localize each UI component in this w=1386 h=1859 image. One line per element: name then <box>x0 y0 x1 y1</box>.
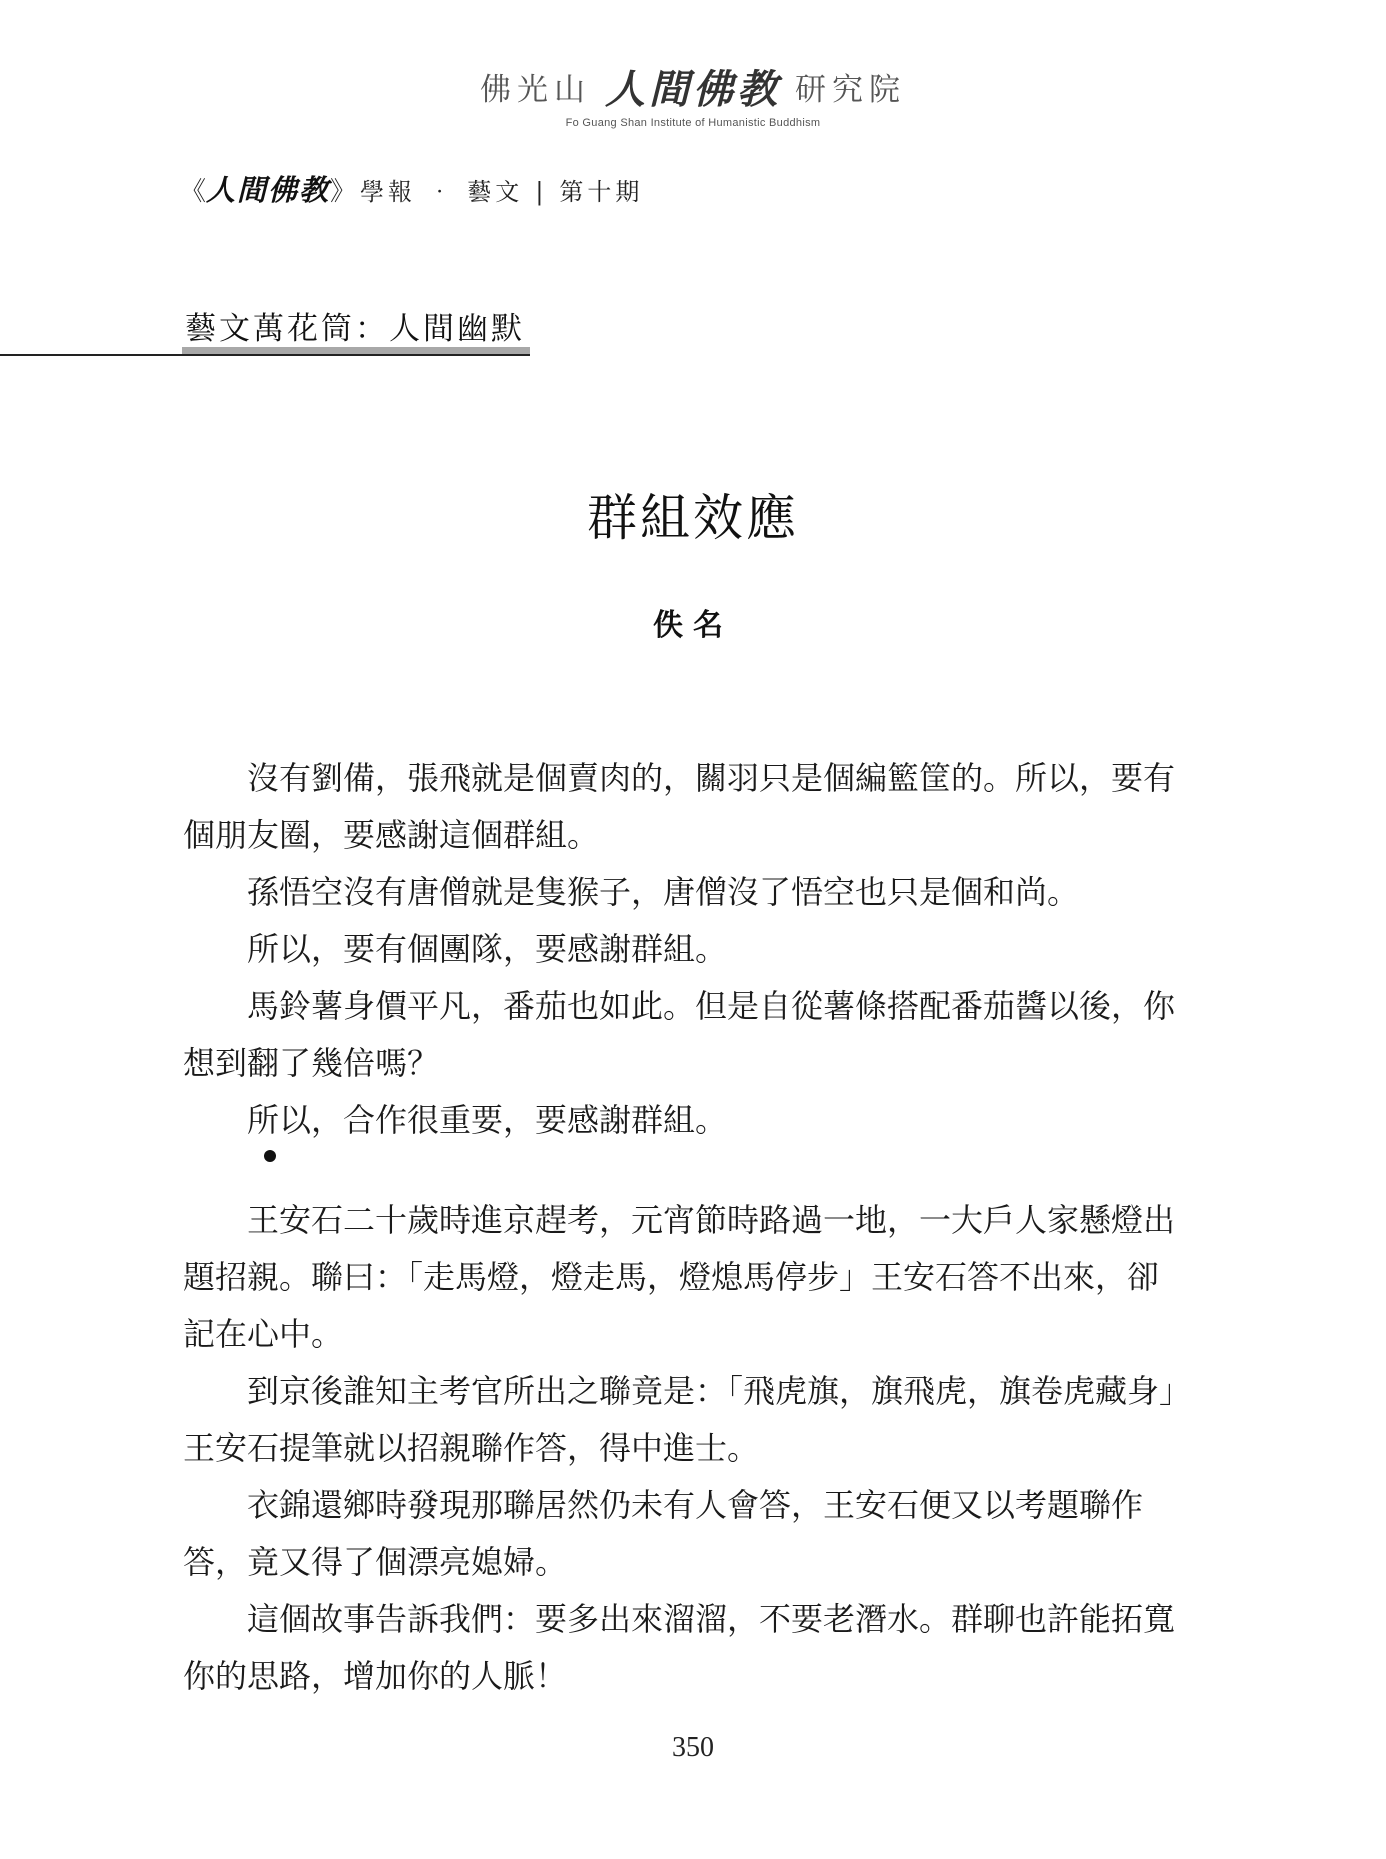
institute-header <box>0 58 1386 129</box>
institute-name <box>480 58 906 115</box>
paragraph: 所以，合作很重要，要感謝群組。 <box>247 1101 728 1139</box>
journal-separator: | <box>535 178 544 206</box>
institute-prefix: 佛光山 <box>480 72 591 108</box>
article-author: 佚名 <box>653 608 733 643</box>
section-label: 藝文萬花筒：人間幽默 <box>185 311 525 347</box>
page-number: 350 <box>672 1732 714 1763</box>
journal-close-bracket: 》 <box>330 177 357 207</box>
article-title: 群組效應 <box>587 489 799 547</box>
journal-open-bracket: 《 <box>180 177 207 207</box>
article-body-part-2 <box>183 1192 1183 1705</box>
journal-brand: 人間佛教 <box>206 173 331 207</box>
paragraph: 馬鈴薯身價平凡，番茄也如此。但是自從薯條搭配番茄醬以後，你想到翻了幾倍嗎？ <box>183 987 1176 1082</box>
paragraph: 這個故事告訴我們：要多出來溜溜，不要老潛水。群聊也許能拓寬你的思路，增加你的人脈！ <box>183 1600 1176 1695</box>
section-divider-bullet <box>264 1150 276 1162</box>
section-underline <box>182 347 530 354</box>
paragraph: 所以，要有個團隊，要感謝群組。 <box>247 930 728 968</box>
paragraph: 王安石二十歲時進京趕考，元宵節時路過一地，一大戶人家懸燈出題招親。聯曰：「走馬燈，燈走馬，燈熄馬停步」王安石答不出來，卻記在心中。 <box>183 1201 1176 1353</box>
institute-logo: 人間佛教 <box>605 66 781 113</box>
journal-publication: 學報 ‧ 藝文 <box>360 178 524 206</box>
institute-english-name: Fo Guang Shan Institute of Humanistic Buddhism <box>565 117 821 129</box>
section-rule <box>0 354 530 356</box>
paragraph: 孫悟空沒有唐僧就是隻猴子，唐僧沒了悟空也只是個和尚。 <box>247 873 1080 911</box>
journal-running-head <box>180 168 643 209</box>
article-body-part-1 <box>183 750 1183 1149</box>
paragraph: 沒有劉備，張飛就是個賣肉的，關羽只是個編籃筐的。所以，要有個朋友圈，要感謝這個群組。 <box>183 759 1176 854</box>
paragraph: 到京後誰知主考官所出之聯竟是：「飛虎旗，旗飛虎，旗卷虎藏身」王安石提筆就以招親聯作答，得中進士。 <box>183 1372 1176 1467</box>
paragraph: 衣錦還鄉時發現那聯居然仍未有人會答，王安石便又以考題聯作答，竟又得了個漂亮媳婦。 <box>183 1486 1144 1581</box>
journal-issue: 第十期 <box>559 178 644 206</box>
institute-suffix: 研究院 <box>795 72 906 108</box>
